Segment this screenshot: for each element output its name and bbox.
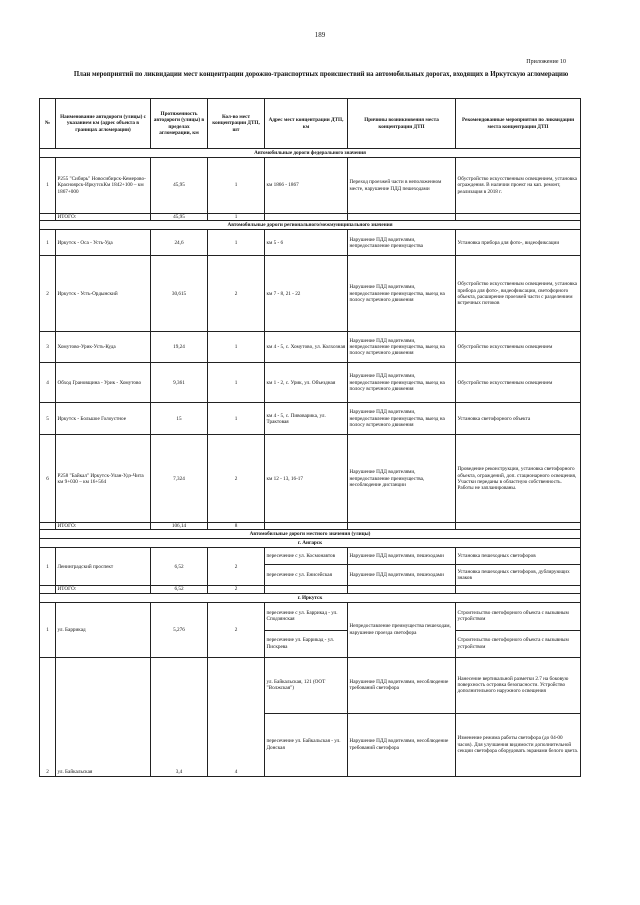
cell-measure: Установка пешеходных светофоров, дублирующих знаков [456, 565, 581, 586]
cell-num: 1 [40, 158, 56, 214]
cell-measure: Обустройство искусственным освещением, установка ограждения. В наличии проект на кап. ремонт, реализация в 2018 г. [456, 158, 581, 214]
cell-address: пересечение с ул. Енисейская [265, 565, 348, 586]
cell-address: км 7 - 8, 21 - 22 [265, 256, 348, 332]
cell-road: Иркутск - Оса - Усть-Уда [56, 230, 151, 256]
cell-cause: Нарушение ПДД водителями, непредоставление преимущества, выезд на полосу встречного движения [348, 403, 456, 435]
total-label: ИТОГО: [56, 214, 151, 221]
measures-table [39, 98, 581, 777]
cell-measure: Проведение реконструкции, установка светофорного объекта, ограждений, доп. стационарного освещения, Участки переданы в областную собственность. Работы не запланированы. [456, 435, 581, 523]
cell-length: 7,324 [151, 435, 208, 523]
total-count: 2 [208, 586, 265, 593]
cell-address: км 1866 - 1867 [265, 158, 348, 214]
cell-address: км 12 - 13, 16-17 [265, 435, 348, 523]
table-row [40, 332, 581, 363]
section-regional: Автомобильные дороги регионального/межмуниципального значения [40, 221, 581, 230]
cell-cause: Нарушение ПДД водителями, непредоставление преимущества, выезд на полосу встречного движения [348, 332, 456, 363]
cell-road: ул. Байкальская [56, 657, 151, 776]
total-length: 45,95 [151, 214, 208, 221]
table-row [40, 435, 581, 523]
cell-num: 1 [40, 602, 56, 657]
cell-length: 9,361 [151, 363, 208, 403]
section-angarsk: г. Ангарск [40, 539, 581, 548]
cell-cause: Нарушение ПДД водителями, непредоставление преимущества, выезд на полосу встречного движения [348, 363, 456, 403]
cell-length: 24,6 [151, 230, 208, 256]
cell-road: Хомутово-Урик-Усть-Куда [56, 332, 151, 363]
total-count: 1 [208, 214, 265, 221]
header-road: Наименование автодороги (улицы) с указанием км (адрес объекта в границах агломерации) [56, 99, 151, 149]
header-address: Адрес мест концентрации ДТП, км [265, 99, 348, 149]
section-federal: Автомобильные дороги федерального значения [40, 149, 581, 158]
cell-measure: Изменение режима работы светофора (до 04-00 часов). Для улучшения видимости дополнительной секции светофора оборудовать экранами белого цвета. [456, 713, 581, 776]
header-causes: Причины возникновения места концентрации ДТП [348, 99, 456, 149]
cell-measure: Установка прибора для фото-, видеофиксации [456, 230, 581, 256]
cell-address: пересечение с ул. Баррикад - ул. Сподзянская [265, 602, 348, 630]
cell-address: пересечение ул. Баррикад - ул. Пискрева [265, 630, 348, 657]
header-num: № [40, 99, 56, 149]
cell-num: 1 [40, 548, 56, 586]
cell-cause: Нарушение ПДД водителями, пешеходами [348, 548, 456, 565]
cell-num: 2 [40, 657, 56, 776]
cell-cause: Нарушение ПДД водителями, несоблюдение требований светофора [348, 657, 456, 713]
section-local: Автомобильные дороги местного значения (улицы) [40, 530, 581, 539]
cell-num: 5 [40, 403, 56, 435]
cell-cause: Нарушение ПДД водителями, непредоставление преимущества, несоблюдение дистанции [348, 435, 456, 523]
header-measures: Рекомендованные мероприятия по ликвидации места концентрации ДТП [456, 99, 581, 149]
table-row [40, 602, 581, 630]
table-row [40, 657, 581, 713]
cell-cause: Нарушение ПДД водителями, несоблюдение требований светофора [348, 713, 456, 776]
page-number: 189 [314, 31, 326, 39]
cell-num: 4 [40, 363, 56, 403]
cell-count: 2 [208, 256, 265, 332]
cell-count: 4 [208, 657, 265, 776]
table-row [40, 403, 581, 435]
cell-cause: Нарушение ПДД водителями, пешеходами [348, 565, 456, 586]
cell-count: 1 [208, 403, 265, 435]
cell-address: км 4 - 5, с. Хомутово, ул. Колхозная [265, 332, 348, 363]
section-irkutsk: г. Иркутск [40, 593, 581, 602]
cell-address: км 4 - 5, с. Пивоварика, ул. Трактовая [265, 403, 348, 435]
appendix-label: Приложение 10 [526, 59, 566, 65]
cell-cause: Нарушение ПДД водителями, непредоставление преимущества, выезд на полосу встречного движения [348, 256, 456, 332]
cell-length: 30,615 [151, 256, 208, 332]
header-count: Кол-во мест концентрации ДТП, шт [208, 99, 265, 149]
cell-road: Обход Грановщина - Урик - Хомутово [56, 363, 151, 403]
cell-address: км 5 - 6 [265, 230, 348, 256]
cell-count: 1 [208, 230, 265, 256]
cell-count: 2 [208, 435, 265, 523]
cell-measure: Установка пешеходных светофоров [456, 548, 581, 565]
cell-address: км 1 - 2, с. Урик, ул. Объездная [265, 363, 348, 403]
total-label: ИТОГО: [56, 586, 151, 593]
cell-length: 5,276 [151, 602, 208, 657]
cell-measure: Строительство светофорного объекта с вызывным устройством [456, 602, 581, 630]
total-length: 6,52 [151, 586, 208, 593]
cell-cause: Непредоставление преимущества пешеходам, нарушение проезда светофора [348, 602, 456, 657]
cell-road: Р255 "Сибирь" Новосибирск-Кемерово-Красноярск-ИркутскКм 1842+100 – км 1867+000 [56, 158, 151, 214]
total-count: 8 [208, 523, 265, 530]
cell-measure: Обустройство искусственным освещением, установка прибора для фото-, видеофиксации, светофорного объекта, расширение проезжей части с разделением встречных потоков [456, 256, 581, 332]
cell-num: 6 [40, 435, 56, 523]
table-row [40, 158, 581, 214]
cell-length: 3,4 [151, 657, 208, 776]
cell-count: 2 [208, 602, 265, 657]
cell-count: 2 [208, 548, 265, 586]
header-length: Протяженность автодороги (улицы) в пределах агломерации, км [151, 99, 208, 149]
table-row [40, 363, 581, 403]
table-row [40, 256, 581, 332]
cell-count: 1 [208, 332, 265, 363]
cell-count: 1 [208, 363, 265, 403]
table-row [40, 230, 581, 256]
total-length: 106,14 [151, 523, 208, 530]
cell-length: 19,24 [151, 332, 208, 363]
header-row [40, 99, 581, 149]
cell-num: 1 [40, 230, 56, 256]
cell-address: ул. Байкальская, 121 (ООТ "Волжская") [265, 657, 348, 713]
total-row [40, 214, 581, 221]
cell-count: 1 [208, 158, 265, 214]
cell-num: 3 [40, 332, 56, 363]
cell-address: пересечение ул. Байкальская - ул. Донская [265, 713, 348, 776]
cell-measure: Нанесение вертикальной разметки 2.7 на боковую поверхность островка безопасности. Устройство дополнительного наружного освещения [456, 657, 581, 713]
page-title: План мероприятий по ликвидации мест концентрации дорожно-транспортных происшествий на автомобильных дорогах, входящих в Иркутскую агломерацию [73, 71, 569, 78]
total-row [40, 523, 581, 530]
cell-cause: Переход проезжей части в неположенном месте, нарушение ПДД пешеходами [348, 158, 456, 214]
cell-length: 45,95 [151, 158, 208, 214]
cell-measure: Установка светофорного объекта [456, 403, 581, 435]
cell-address: пересечение с ул. Космонавтов [265, 548, 348, 565]
cell-road: Р258 "Байкал" Иркутск-Улан-Удэ-Чита км 9+030 – км 16+564 [56, 435, 151, 523]
cell-measure: Обустройство искусственным освещением [456, 332, 581, 363]
cell-road: Ленинградский проспект [56, 548, 151, 586]
cell-measure: Строительство светофорного объекта с вызывным устройством [456, 630, 581, 657]
cell-road: Иркутск - Усть-Ордынский [56, 256, 151, 332]
table-row [40, 548, 581, 565]
total-label: ИТОГО: [56, 523, 151, 530]
cell-road: Иркутск - Большое Голоустное [56, 403, 151, 435]
cell-length: 6,52 [151, 548, 208, 586]
total-row [40, 586, 581, 593]
cell-road: ул. Баррикад [56, 602, 151, 657]
cell-cause: Нарушение ПДД водителями, непредоставление преимущества [348, 230, 456, 256]
cell-length: 15 [151, 403, 208, 435]
cell-num: 2 [40, 256, 56, 332]
cell-measure: Обустройство искусственным освещением [456, 363, 581, 403]
